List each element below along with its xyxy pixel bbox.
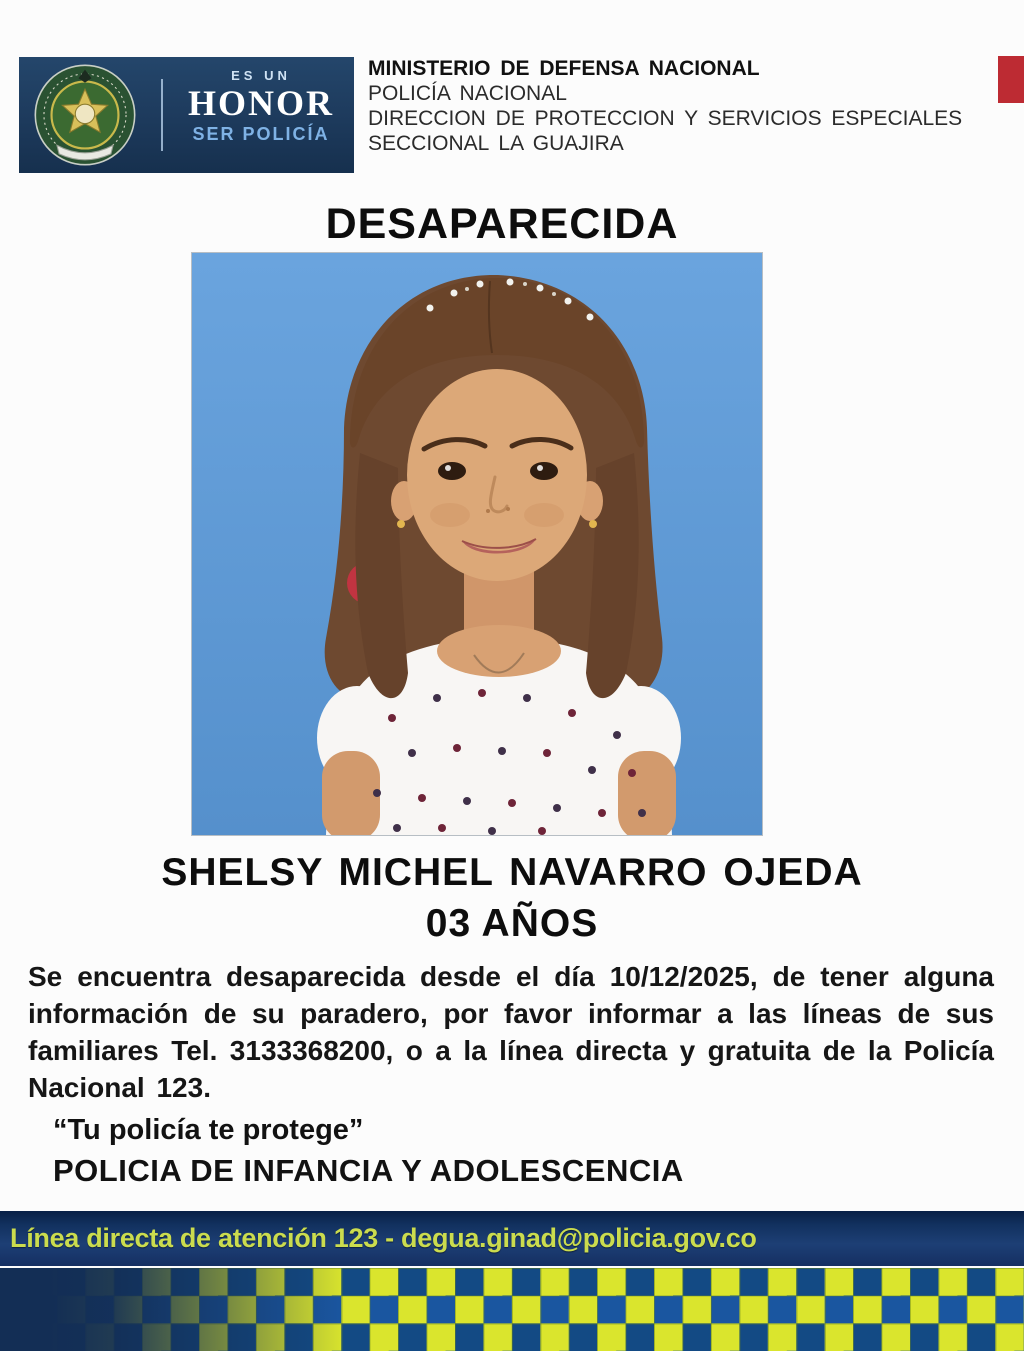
logo-divider: [161, 79, 163, 151]
hotline-banner: [0, 1211, 1024, 1266]
missing-person-name: SHELSY MICHEL NAVARRO OJEDA: [161, 851, 863, 894]
logo-wordmark: [171, 69, 351, 143]
agency-header: [368, 56, 1008, 156]
poster-title: DESAPARECIDA: [325, 200, 679, 248]
police-slogan: “Tu policía te protege”: [53, 1114, 364, 1146]
logo-tagline-bottom: SER POLICÍA: [192, 124, 330, 144]
checkered-stripe: [0, 1268, 1024, 1351]
missing-person-photo: [192, 253, 762, 835]
agency-line-police: POLICÍA NACIONAL: [368, 82, 567, 105]
police-brand-banner: [19, 57, 354, 173]
agency-line-ministry: MINISTERIO DE DEFENSA NACIONAL: [368, 57, 760, 80]
girl-portrait-illustration: [192, 253, 762, 835]
hotline-text: Línea directa de atención 123 - degua.ginad@policia.gov.co: [10, 1223, 757, 1253]
police-unit-name: POLICIA DE INFANCIA Y ADOLESCENCIA: [53, 1153, 684, 1188]
agency-line-direction: DIRECCION DE PROTECCION Y SERVICIOS ESPECIALES: [368, 107, 963, 130]
police-crest-icon: [31, 61, 139, 169]
agency-line-seccional: SECCIONAL LA GUAJIRA: [368, 132, 624, 155]
red-corner-mark: [998, 56, 1024, 103]
case-description: Se encuentra desaparecida desde el día 10/12/2025, de tener alguna información de su paradero, por favor informar a las líneas de sus familiares Tel. 3133368200, o a la línea directa y gratuita de la Policía Nacional 123.: [28, 961, 994, 1103]
logo-tagline-top: ES UN: [231, 68, 291, 83]
missing-person-age: 03 AÑOS: [425, 902, 599, 945]
logo-tagline-main: HONOR: [187, 83, 334, 123]
